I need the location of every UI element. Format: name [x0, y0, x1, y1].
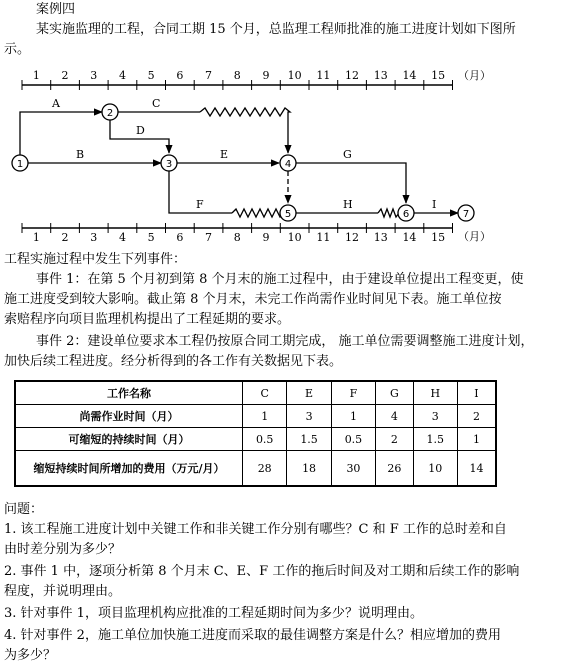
activity-label-f: F	[196, 198, 204, 211]
bottom-scale-tick-label: 5	[147, 231, 155, 244]
bottom-scale-tick-label: 13	[373, 231, 388, 244]
activity-f-free-float	[232, 209, 284, 217]
table-header-cell: E	[287, 381, 331, 405]
top-scale-tick-label: 7	[205, 69, 213, 82]
table-cell: 0.5	[243, 428, 287, 451]
top-scale-tick-label: 5	[147, 69, 155, 82]
question-3: 3. 针对事件 1，项目监理机构应批准的工程延期时间为多少？说明理由。	[4, 606, 423, 621]
svg-text:4: 4	[284, 159, 292, 170]
node-5	[280, 205, 296, 221]
node-2	[102, 104, 118, 120]
activity-label-e: E	[220, 148, 229, 161]
top-scale-tick-label: 9	[262, 69, 270, 82]
table-header-cell: G	[376, 381, 413, 405]
bottom-scale-tick-label: 1	[32, 231, 40, 244]
table-cell: 0.5	[331, 428, 375, 451]
table-cell: 2	[376, 428, 413, 451]
top-scale-tick-label: 8	[233, 69, 241, 82]
question-4-line-1: 4. 针对事件 2，施工单位加快施工进度而采取的最佳调整方案是什么？相应增加的费用	[4, 628, 501, 643]
table-header-row	[15, 381, 496, 405]
question-2-line-1: 2. 事件 1 中，逐项分析第 8 个月末 C、E、F 工作的拖后时间及对工期和后续工作的影响	[4, 564, 520, 579]
bottom-scale-tick-label: 9	[262, 231, 270, 244]
bottom-scale-tick-label: 3	[90, 231, 98, 244]
top-scale-tick-label: 13	[373, 69, 388, 82]
bottom-scale-tick-label: 7	[205, 231, 213, 244]
table-cell: 10	[413, 451, 457, 487]
event-2-line-2: 加快后续工程进度。经分析得到的各工作有关数据见下表。	[4, 354, 343, 369]
bottom-scale-tick-label: 12	[345, 231, 360, 244]
top-time-scale	[22, 69, 491, 90]
table-cell: 3	[287, 405, 331, 428]
event-1-line-1: 事件 1：在第 5 个月初到第 8 个月末的施工过程中，由于建设单位提出工程变更，使	[36, 272, 524, 287]
top-scale-tick-label: 2	[61, 69, 69, 82]
table-cell: 30	[331, 451, 375, 487]
work-data-table	[14, 380, 497, 487]
node-4	[280, 155, 296, 171]
table-header-cell: I	[457, 381, 496, 405]
case-title: 案例四	[36, 2, 76, 17]
event-2-line-1: 事件 2：建设单位要求本工程仍按原合同工期完成， 施工单位需要调整施工进度计划，	[36, 334, 534, 349]
events-heading: 工程实施过程中发生下列事件：	[4, 252, 187, 267]
table-cell: 1.5	[287, 428, 331, 451]
top-scale-tick-label: 14	[402, 69, 417, 82]
event-1-line-2: 施工进度受到较大影响。截止第 8 个月末，未完工作尚需作业时间见下表。施工单位按	[4, 292, 502, 307]
table-cell: 1	[331, 405, 375, 428]
intro-line-1: 某实施监理的工程，合同工期 15 个月，总监理工程师批准的施工进度计划如下图所	[36, 22, 516, 37]
node-1	[12, 155, 28, 171]
top-scale-tick-label: 1	[32, 69, 40, 82]
table-cell: 尚需作业时间（月）	[15, 405, 243, 428]
table-cell: 1.5	[413, 428, 457, 451]
activity-label-i: I	[432, 198, 437, 211]
bottom-scale-tick-label: 4	[118, 231, 126, 244]
node-7	[458, 205, 474, 221]
activity-label-g: G	[343, 148, 352, 161]
node-3	[161, 155, 177, 171]
table-cell: 可缩短的持续时间（月）	[15, 428, 243, 451]
bottom-scale-tick-label: 2	[61, 231, 69, 244]
table-cell: 1	[457, 428, 496, 451]
activity-a-arrow	[20, 112, 102, 160]
svg-text:1: 1	[16, 159, 24, 170]
table-header-cell: F	[331, 381, 375, 405]
network-diagram	[0, 62, 573, 252]
svg-text:6: 6	[402, 209, 410, 220]
table-cell: 18	[287, 451, 331, 487]
activity-label-h: H	[343, 198, 353, 211]
table-header-cell: H	[413, 381, 457, 405]
table-header-cell: C	[243, 381, 287, 405]
activity-label-c: C	[152, 97, 161, 110]
top-scale-tick-label: 15	[431, 69, 446, 82]
table-row	[15, 428, 496, 451]
question-1-line-1: 1. 该工程施工进度计划中关键工作和非关键工作分别有哪些？C 和 F 工作的总时差和自	[4, 522, 507, 537]
node-6	[398, 205, 414, 221]
table-header-cell: 工作名称	[15, 381, 243, 405]
svg-text:5: 5	[284, 209, 292, 220]
question-4-line-2: 为多少？	[4, 648, 57, 663]
table-cell: 26	[376, 451, 413, 487]
activity-label-a: A	[52, 97, 60, 110]
bottom-scale-tick-label: 11	[316, 231, 331, 244]
bottom-scale-tick-label: 10	[287, 231, 302, 244]
activity-g-arrow	[296, 163, 406, 203]
table-row	[15, 405, 496, 428]
table-cell: 28	[243, 451, 287, 487]
bottom-scale-unit: （月）	[458, 230, 491, 243]
event-1-line-3: 索赔程序向项目监理机构提出了工程延期的要求。	[4, 312, 291, 327]
questions-heading: 问题：	[4, 502, 44, 517]
question-2-line-2: 程度，并说明理由。	[4, 584, 122, 599]
top-scale-tick-label: 10	[287, 69, 302, 82]
bottom-scale-tick-label: 14	[402, 231, 417, 244]
bottom-scale-tick-label: 15	[431, 231, 446, 244]
table-cell: 缩短持续时间所增加的费用（万元/月）	[15, 451, 243, 487]
activity-label-b: B	[76, 148, 85, 161]
table-cell: 14	[457, 451, 496, 487]
table-cell: 4	[376, 405, 413, 428]
svg-text:7: 7	[462, 209, 470, 220]
bottom-time-scale	[22, 223, 491, 244]
svg-text:3: 3	[165, 159, 173, 170]
table-cell: 2	[457, 405, 496, 428]
question-1-line-2: 由时差分别为多少？	[4, 542, 122, 557]
top-scale-unit: （月）	[458, 69, 491, 82]
intro-line-2: 示。	[4, 42, 31, 57]
table-cell: 3	[413, 405, 457, 428]
bottom-scale-tick-label: 6	[176, 231, 184, 244]
top-scale-tick-label: 12	[345, 69, 360, 82]
activity-c-free-float	[200, 108, 290, 153]
table-cell: 1	[243, 405, 287, 428]
top-scale-tick-label: 11	[316, 69, 331, 82]
table-row	[15, 451, 496, 487]
top-scale-tick-label: 4	[118, 69, 126, 82]
activity-h-free-float	[378, 209, 399, 217]
bottom-scale-tick-label: 8	[233, 231, 241, 244]
svg-text:2: 2	[106, 108, 114, 119]
activity-label-d: D	[136, 124, 145, 137]
top-scale-tick-label: 3	[90, 69, 98, 82]
top-scale-tick-label: 6	[176, 69, 184, 82]
